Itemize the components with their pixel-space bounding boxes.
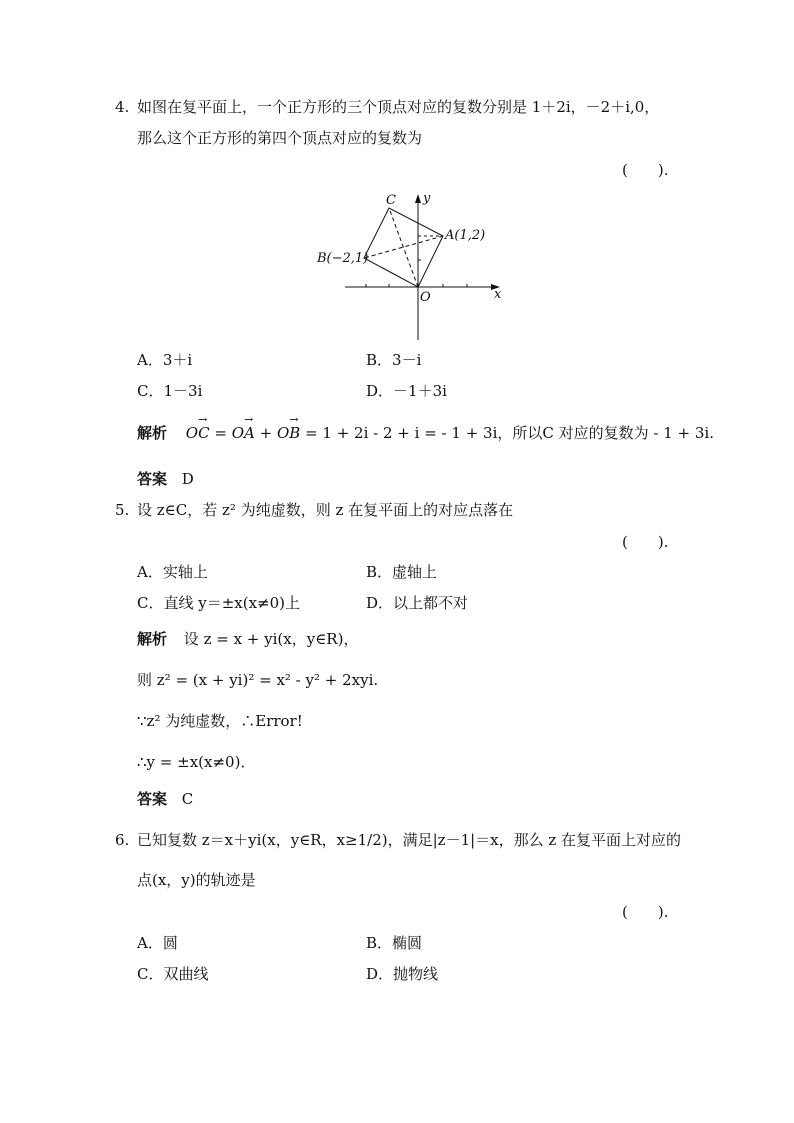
q5-option-b: B．虚轴上 [366, 563, 438, 581]
q4-option-c: C．1－3i [137, 382, 203, 400]
q4-analysis-text: = 1 + 2i - 2 + i = - 1 + 3i，所以C 对应的复数为 - 1 + 3i. [305, 424, 714, 442]
q5-analysis-line1 [137, 630, 358, 648]
y-axis-arrow [415, 194, 421, 203]
label-x: x [494, 287, 502, 302]
q5-analysis-line4: ∴y = ±x(x≠0)． [137, 753, 256, 771]
label-y: y [423, 191, 431, 206]
q4-option-d: D．－1＋3i [366, 382, 447, 400]
q5-number: 5. [115, 501, 130, 519]
q5-answer [137, 790, 193, 808]
q5-option-d: D．以上都不对 [366, 594, 469, 612]
diagonal-OC [389, 208, 418, 287]
q4-stem-line1: 如图在复平面上，一个正方形的三个顶点对应的复数分别是 1＋2i，－2＋i,0， [137, 98, 660, 116]
q6-option-d: D．抛物线 [366, 965, 439, 983]
q4-stem-line2: 那么这个正方形的第四个顶点对应的复数为 [137, 129, 423, 147]
q6-stem-line2: 点(x，y)的轨迹是 [137, 871, 256, 889]
q4-analysis: 解析 O→ C = O→ A + O→ B = 1 + 2i - 2 + i = - 1 + 3i，所以C 对应的复数为 - 1 + 3i. [137, 424, 714, 442]
q4-answer-value: D [181, 470, 194, 488]
q5-analysis-label: 解析 [137, 630, 168, 648]
label-C: C [386, 193, 396, 208]
q5-answer-paren: ( ). [622, 533, 669, 551]
q4-figure [305, 180, 520, 345]
q4-analysis-label: 解析 [137, 424, 168, 442]
label-B: B(−2,1) [317, 251, 369, 266]
q5-stem: 设 z∈C，若 z² 为纯虚数，则 z 在复平面上的对应点落在 [137, 501, 514, 519]
q4-answer [137, 470, 194, 488]
q5-analysis-text1: 设 z = x + yi(x，y∈R)， [183, 630, 359, 648]
q6-stem: 已知复数 z＝x＋yi(x，y∈R，x≥1/2)，满足|z－1|＝x，那么 z 在复平面上对应的 [137, 831, 682, 849]
q5-option-c: C．直线 y＝±x(x≠0)上 [137, 594, 301, 612]
q4-number: 4. [115, 98, 130, 116]
q4-answer-paren: ( ). [622, 161, 669, 179]
q6-option-a: A．圆 [137, 934, 178, 952]
q6-answer-paren: ( ). [622, 903, 669, 921]
q6-option-b: B．椭圆 [366, 934, 423, 952]
label-O: O [420, 290, 431, 305]
q5-analysis-line2: 则 z² = (x + yi)² = x² - y² + 2xyi. [137, 671, 379, 689]
q5-answer-value: C [181, 790, 194, 808]
q5-answer-label: 答案 [137, 790, 168, 808]
q4-option-a: A．3＋i [137, 351, 193, 369]
q5-analysis-line3: ∵z² 为纯虚数，∴Error! [137, 712, 303, 730]
q4-option-b: B．3－i [366, 351, 422, 369]
q6-number: 6. [115, 831, 130, 849]
q4-answer-label: 答案 [137, 470, 168, 488]
q6-option-c: C．双曲线 [137, 965, 209, 983]
q5-option-a: A．实轴上 [137, 563, 208, 581]
label-A: A(1,2) [445, 228, 486, 243]
